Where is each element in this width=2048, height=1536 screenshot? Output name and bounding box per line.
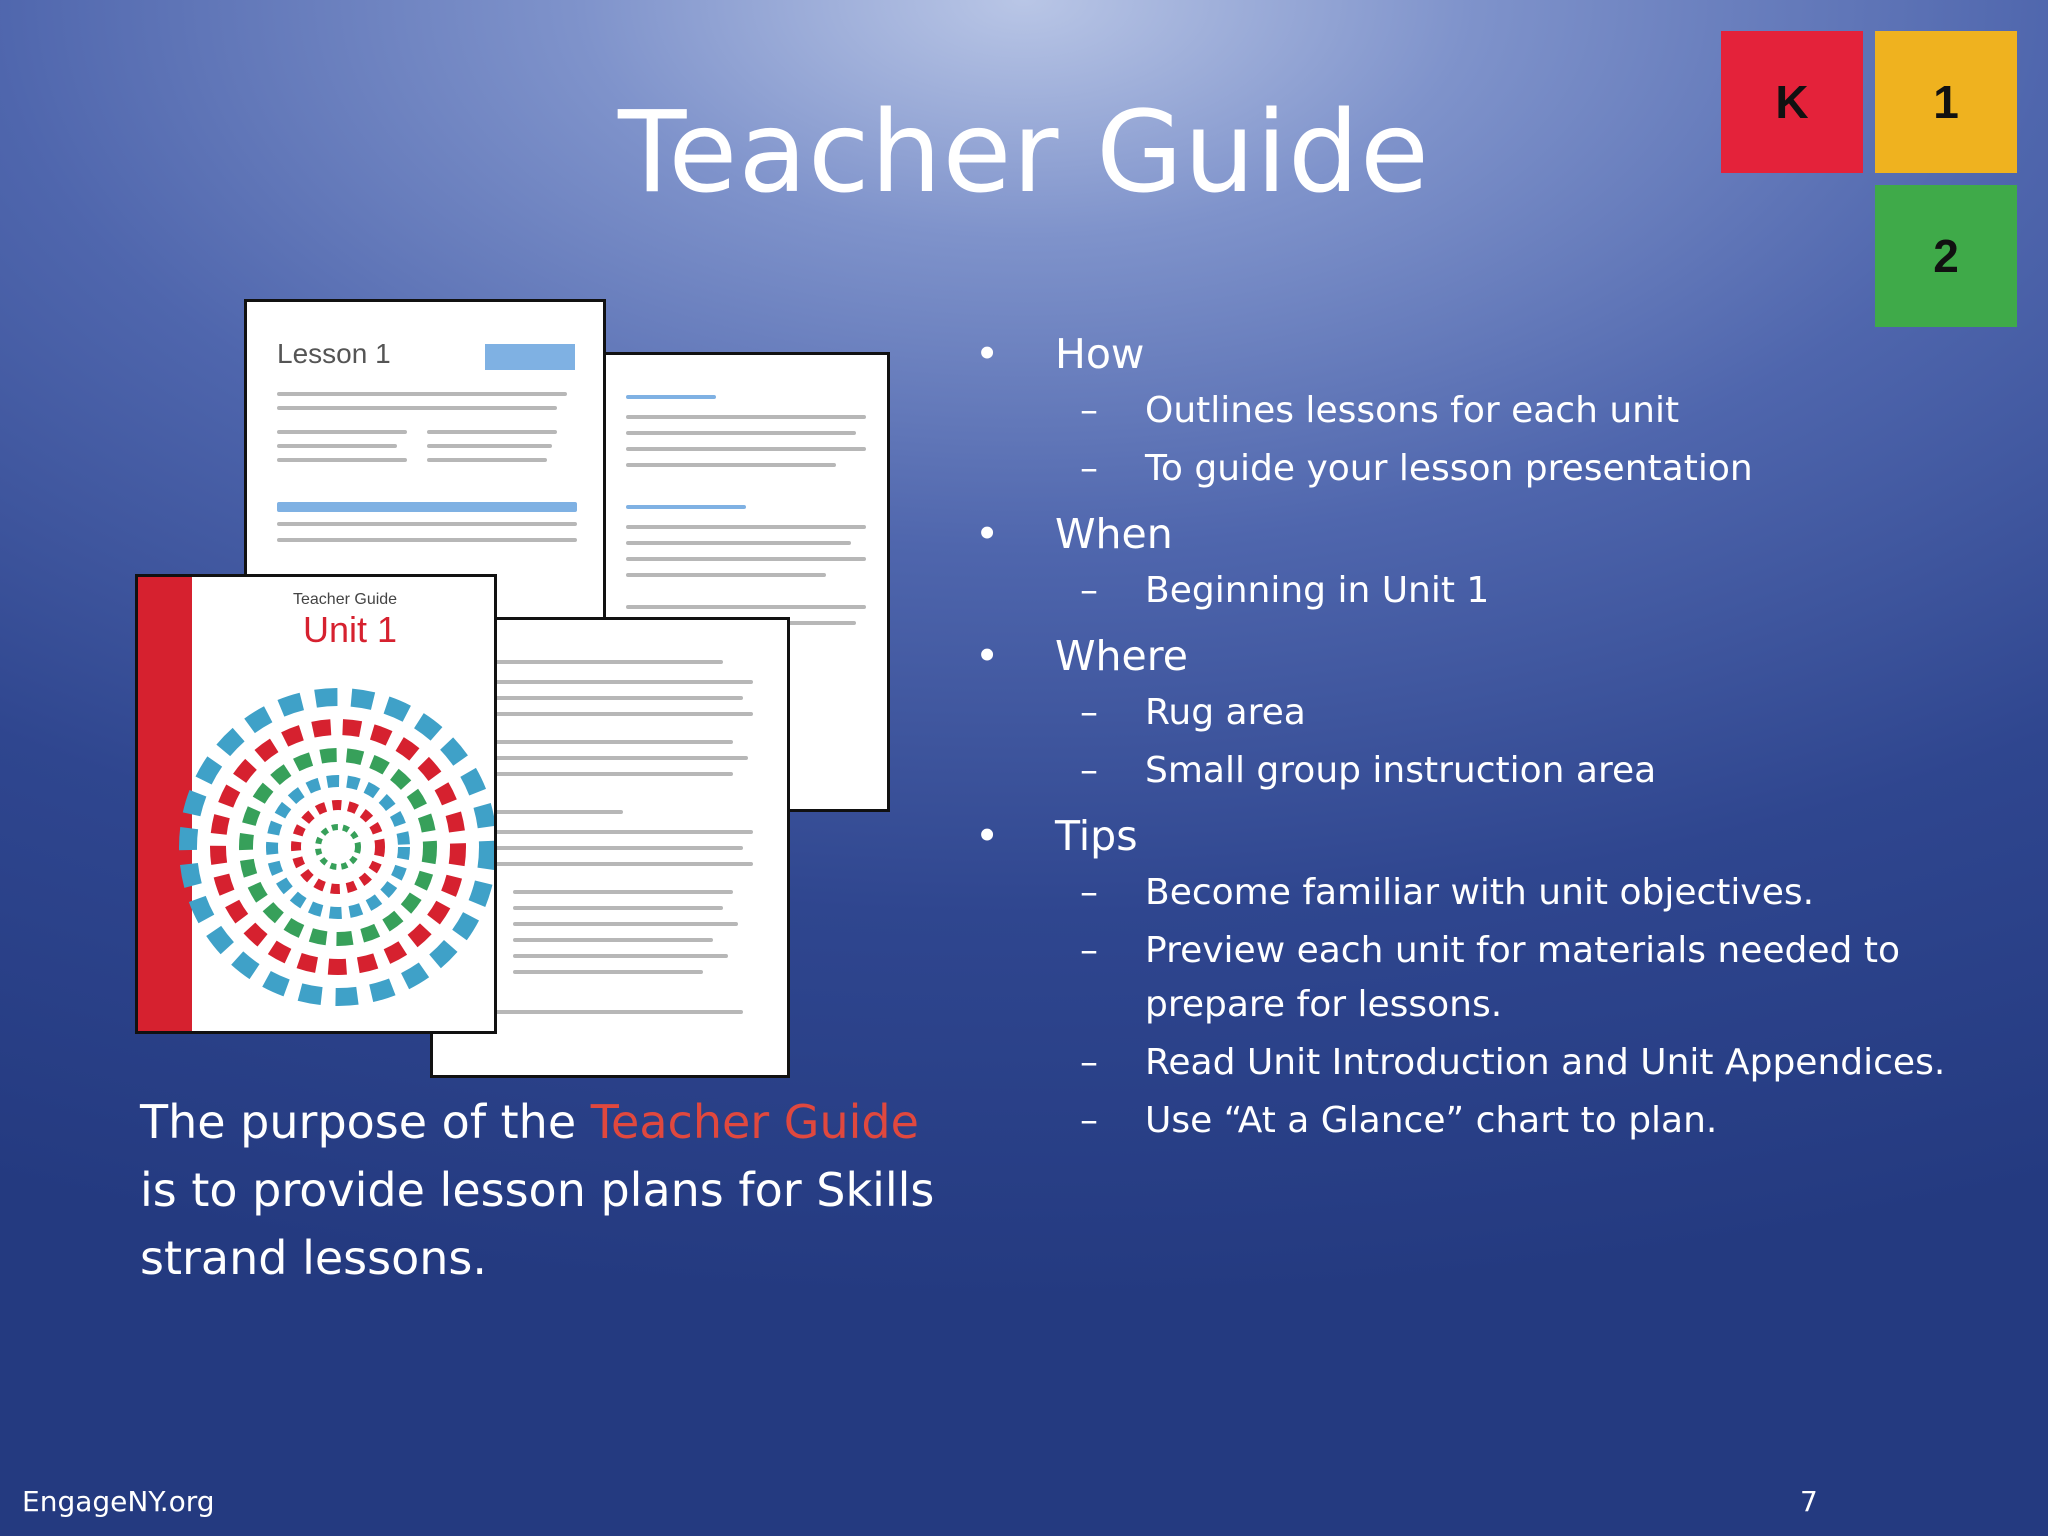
purpose-text-after: is to provide lesson plans for Skills strand lessons.: [140, 1163, 935, 1285]
purpose-text-before: The purpose of the: [140, 1095, 591, 1149]
lesson-heading: Lesson 1: [277, 338, 391, 369]
heading-how: • How: [975, 328, 1975, 380]
page-number: 7: [1800, 1485, 1818, 1518]
alphabet-spiral-graphic: [138, 577, 497, 1034]
grade-2-badge: 2: [1875, 185, 2017, 327]
heading-tips: • Tips: [975, 810, 1975, 862]
item-tips-4: – Use “At a Glance” chart to plan.: [975, 1094, 1975, 1148]
purpose-highlight: Teacher Guide: [590, 1095, 919, 1149]
item-where-2: – Small group instruction area: [975, 744, 1975, 798]
guide-cover: [135, 574, 497, 1034]
bullet-list: [975, 318, 1975, 1160]
grade-1-badge: 1: [1875, 31, 2017, 173]
cover-subtitle: Teacher Guide: [293, 591, 398, 608]
item-how-2: – To guide your lesson presentation: [975, 442, 1975, 496]
heading-where: • Where: [975, 630, 1975, 682]
item-where-1: – Rug area: [975, 686, 1975, 740]
item-tips-3: – Read Unit Introduction and Unit Appendices.: [975, 1036, 1975, 1090]
slide-title: Teacher Guide: [618, 88, 1430, 218]
footer-source: EngageNY.org: [22, 1485, 215, 1518]
item-how-1: – Outlines lessons for each unit: [975, 384, 1975, 438]
heading-when: • When: [975, 508, 1975, 560]
lesson-tab: [485, 344, 575, 370]
item-tips-1: – Become familiar with unit objectives.: [975, 866, 1975, 920]
purpose-statement: [140, 1088, 960, 1292]
grade-k-badge: K: [1721, 31, 1863, 173]
item-tips-2: – Preview each unit for materials needed to prepare for lessons.: [975, 924, 1975, 1032]
cover-title: Unit 1: [303, 609, 398, 650]
item-when-1: – Beginning in Unit 1: [975, 564, 1975, 618]
